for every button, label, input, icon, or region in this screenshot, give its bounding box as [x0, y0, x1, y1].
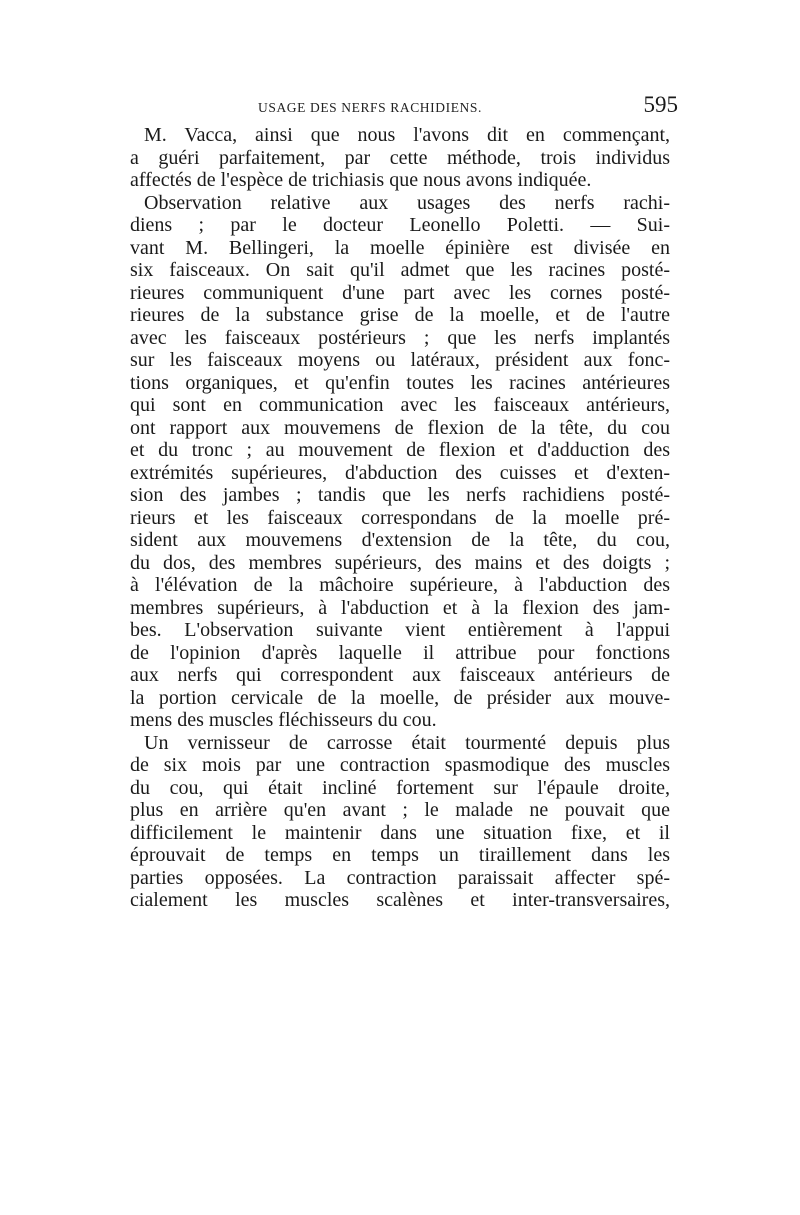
- text-line: qui sont en communication avec les faisceaux antérieurs,: [130, 394, 670, 416]
- text-line: Un vernisseur de carrosse était tourmenté depuis plus: [144, 731, 670, 754]
- text-line: et du tronc ; au mouvement de flexion et d'adduction des: [130, 439, 670, 461]
- body-text: [130, 124, 670, 912]
- text-line: sion des jambes ; tandis que les nerfs rachidiens posté-: [130, 484, 670, 506]
- text-line: cialement les muscles scalènes et inter-transversaires,: [130, 889, 670, 911]
- running-head: USAGE DES NERFS RACHIDIENS.: [258, 100, 482, 115]
- text-line: ont rapport aux mouvemens de flexion de la tête, du cou: [130, 416, 670, 439]
- text-line: diens ; par le docteur Leonello Poletti. — Sui-: [130, 214, 670, 236]
- text-line: membres supérieurs, à l'abduction et à la flexion des jam-: [130, 596, 670, 619]
- text-line: sident aux mouvemens d'extension de la tête, du cou,: [130, 529, 670, 551]
- text-line: rieurs et les faisceaux correspondans de la moelle pré-: [130, 506, 670, 529]
- text-line: éprouvait de temps en temps un tiraillement dans les: [130, 844, 670, 866]
- text-line: sur les faisceaux moyens ou latéraux, président aux fonc-: [130, 349, 670, 371]
- text-line: extrémités supérieures, d'abduction des cuisses et d'exten-: [130, 461, 670, 484]
- text-line: du dos, des membres supérieurs, des mains et des doigts ;: [130, 551, 670, 574]
- text-line: la portion cervicale de la moelle, de présider aux mouve-: [130, 686, 670, 709]
- text-line: rieures de la substance grise de la moelle, et de l'autre: [130, 304, 670, 326]
- text-line: mens des muscles fléchisseurs du cou.: [130, 709, 437, 731]
- text-line: a guéri parfaitement, par cette méthode, trois individus: [130, 146, 670, 169]
- text-line: plus en arrière qu'en avant ; le malade ne pouvait que: [130, 799, 670, 821]
- text-line: M. Vacca, ainsi que nous l'avons dit en commençant,: [144, 124, 670, 146]
- text-line: de six mois par une contraction spasmodique des muscles: [130, 754, 670, 776]
- text-line: rieures communiquent d'une part avec les cornes posté-: [130, 281, 670, 304]
- text-line: parties opposées. La contraction paraissait affecter spé-: [130, 866, 670, 889]
- text-line: affectés de l'espèce de trichiasis que nous avons indiquée.: [130, 169, 592, 191]
- text-line: du cou, qui était incliné fortement sur l'épaule droite,: [130, 776, 670, 799]
- text-line: vant M. Bellingeri, la moelle épinière est divisée en: [130, 236, 670, 259]
- text-line: de l'opinion d'après laquelle il attribue pour fonctions: [130, 641, 670, 664]
- page-header: [130, 92, 678, 120]
- text-line: aux nerfs qui correspondent aux faisceaux antérieurs de: [130, 664, 670, 686]
- page-number: 595: [643, 92, 678, 117]
- text-line: avec les faisceaux postérieurs ; que les nerfs implantés: [130, 326, 670, 349]
- text-line: difficilement le maintenir dans une situation fixe, et il: [130, 821, 670, 844]
- text-line: tions organiques, et qu'enfin toutes les racines antérieures: [130, 371, 670, 394]
- text-line: Observation relative aux usages des nerfs rachi-: [144, 191, 670, 214]
- text-line: bes. L'observation suivante vient entièrement à l'appui: [130, 619, 670, 641]
- text-line: six faisceaux. On sait qu'il admet que les racines posté-: [130, 259, 670, 281]
- text-line: à l'élévation de la mâchoire supérieure, à l'abduction des: [130, 574, 670, 596]
